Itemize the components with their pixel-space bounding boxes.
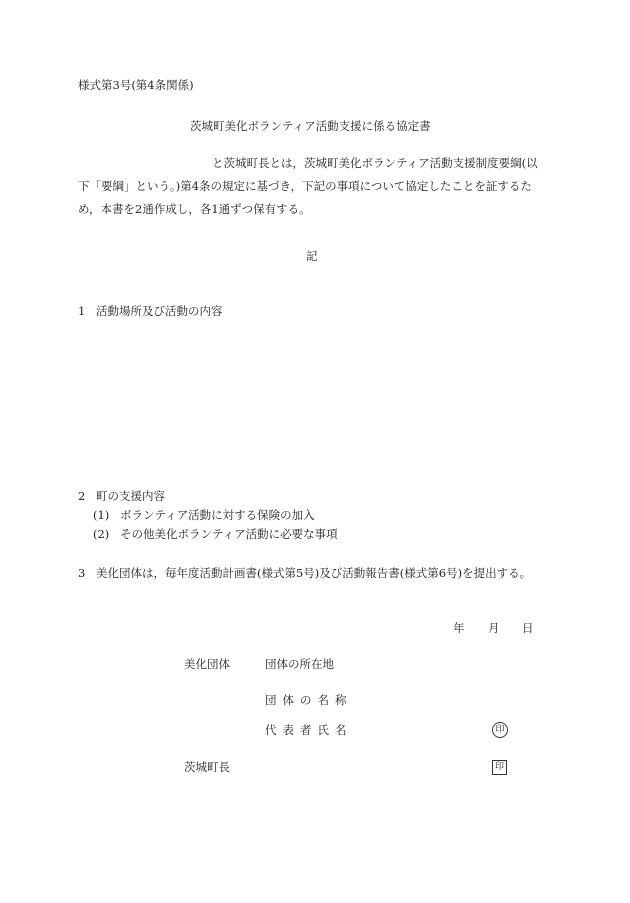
preamble-line-2: 下「要綱」という。)第4条の規定に基づき，下記の事項について協定したことを証するた xyxy=(78,179,532,193)
representative-label: 代表者氏名 xyxy=(265,723,353,737)
preamble-line-3: め，本書を2通作成し，各1通ずつ保有する。 xyxy=(78,202,311,216)
form-number: 様式第3号(第4条関係) xyxy=(78,78,194,92)
name-label: 団体の名称 xyxy=(265,693,353,707)
subitem-number: (1) xyxy=(93,508,110,522)
seal-square-icon: 印 xyxy=(492,760,507,775)
mayor-label: 茨城町長 xyxy=(184,760,230,774)
item-number: 2 xyxy=(78,489,86,503)
date-day: 日 xyxy=(522,621,534,635)
item-number: 1 xyxy=(78,304,86,318)
item-number: 3 xyxy=(78,566,86,580)
date-month: 月 xyxy=(488,621,500,635)
date-year: 年 xyxy=(453,621,465,635)
preamble-line-1: と茨城町長とは，茨城町美化ボランティア活動支援制度要綱(以 xyxy=(212,156,538,170)
seal-circle-icon: 印 xyxy=(492,722,508,738)
subitem-text: その他美化ボランティア活動に必要な事項 xyxy=(120,527,338,541)
subitem-number: (2) xyxy=(93,527,110,541)
document-title: 茨城町美化ボランティア活動支援に係る協定書 xyxy=(190,119,431,133)
group-label: 美化団体 xyxy=(184,657,230,671)
item-text: 活動場所及び活動の内容 xyxy=(96,304,223,318)
address-label: 団体の所在地 xyxy=(265,657,334,671)
item-text: 美化団体は，毎年度活動計画書(様式第5号)及び活動報告書(様式第6号)を提出する。 xyxy=(96,566,532,580)
subitem-text: ボランティア活動に対する保険の加入 xyxy=(120,508,315,522)
ki-heading: 記 xyxy=(306,249,318,263)
item-text: 町の支援内容 xyxy=(96,489,165,503)
